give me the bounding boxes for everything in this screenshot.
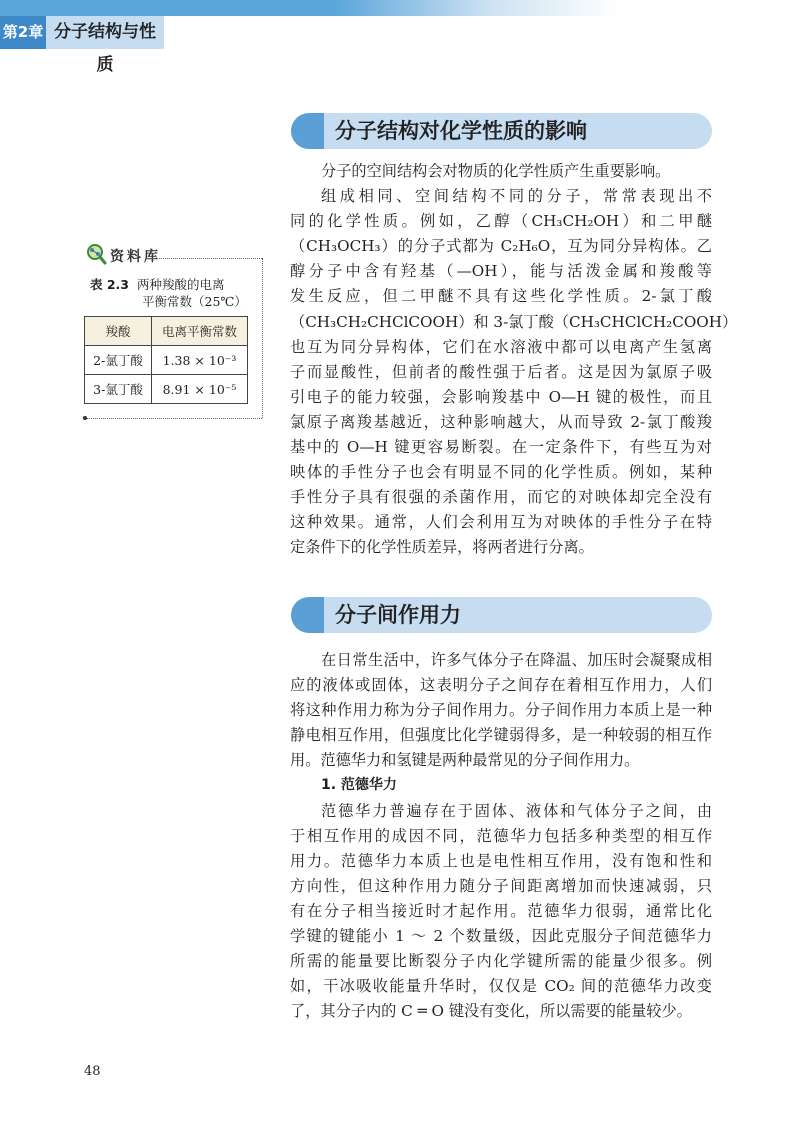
ionization-constant-table — [84, 316, 248, 404]
section2-body — [290, 648, 712, 1024]
text-line: 应的液体或固体，这表明分子之间存在着相互作用力，人们 — [290, 676, 712, 695]
text-line: 也互为同分异构体，它们在水溶液中都可以电离产生氢离 — [290, 337, 712, 356]
text-line: 子而显酸性，但前者的酸性强于后者。这是因为氯原子吸 — [290, 362, 712, 381]
table-cell: 8.91 × 10⁻⁵ — [152, 375, 248, 404]
text-line: 引电子的能力较强，会影响羧基中 O—H 键的极性，而且 — [290, 387, 712, 406]
text-line: 用。范德华力和氢键是两种最常见的分子间作用力。 — [290, 751, 640, 770]
table-row — [85, 346, 248, 375]
text-line: 分子的空间结构会对物质的化学性质产生重要影响。 — [321, 162, 671, 180]
sidebar-title: 资料库 — [110, 249, 161, 265]
chapter-title: 分子结构与性质 — [46, 16, 164, 49]
text-line: 所需的能量要比断裂分子内化学键所需的能量少很多。例 — [290, 952, 712, 971]
section1-body — [290, 159, 738, 561]
text-line: 如，干冰吸收能量升华时，仅仅是 CO₂ 间的范德华力改变 — [290, 977, 712, 996]
heading-accent — [291, 597, 324, 633]
text-line: 静电相互作用，但强度比化学键弱得多，是一种较弱的相互作 — [290, 726, 712, 745]
text-line: 方向性，但这种作用力随分子间距离增加而快速减弱，只 — [290, 876, 712, 895]
text-line: 手性分子具有很强的杀菌作用，而它的对映体却完全没有 — [290, 488, 712, 507]
sidebar-corner-dot — [83, 416, 87, 420]
table-caption-line1: 两种羧酸的电离 — [137, 277, 225, 292]
text-line: 发生反应，但二甲醚不具有这些化学性质。2-氯丁酸 — [290, 287, 712, 306]
section-title: 分子间作用力 — [335, 603, 461, 627]
text-line: 于相互作用的成因不同，范德华力包括多种类型的相互作 — [290, 826, 712, 845]
text-line: 氯原子离羧基越近，这种影响越大，从而导致 2-氯丁酸羧 — [290, 412, 712, 431]
table-cell: 3-氯丁酸 — [85, 375, 152, 404]
section-heading — [291, 597, 712, 633]
subheading: 1. 范德华力 — [321, 777, 397, 794]
table-cell: 2-氯丁酸 — [85, 346, 152, 375]
section-title: 分子结构对化学性质的影响 — [335, 119, 587, 143]
table-header-row — [85, 317, 248, 346]
text-line: （CH₃CH₂CHClCOOH）和 3-氯丁酸（CH₃CHClCH₂COOH） — [290, 312, 738, 331]
text-line: 基中的 O—H 键更容易断裂。在一定条件下，有些互为对 — [290, 438, 712, 457]
table-row — [85, 375, 248, 404]
sidebar-border-bottom — [86, 418, 262, 419]
text-line: 同的化学性质。例如，乙醇（CH₃CH₂OH）和二甲醚 — [290, 212, 712, 231]
section-heading — [291, 113, 712, 149]
table-caption — [90, 276, 247, 310]
text-line: 醇分子中含有羟基（—OH），能与活泼金属和羧酸等 — [290, 262, 712, 281]
table-cell: 1.38 × 10⁻³ — [152, 346, 248, 375]
text-line: 将这种作用力称为分子间作用力。分子间作用力本质上是一种 — [290, 701, 712, 720]
column-header: 羧酸 — [85, 317, 152, 346]
text-line: 这种效果。通常，人们会利用互为对映体的手性分子在特 — [290, 513, 712, 532]
text-line: 映体的手性分子也会有明显不同的化学性质。例如，某种 — [290, 463, 712, 482]
table-caption-line2: 平衡常数（25℃） — [142, 294, 247, 309]
heading-accent — [291, 113, 324, 149]
text-line: 有在分子相当接近时才起作用。范德华力很弱，通常比化 — [290, 901, 712, 920]
text-line: 定条件下的化学性质差异，将两者进行分离。 — [290, 538, 594, 557]
magnifier-molecule-icon — [84, 243, 108, 265]
chapter-number: 第2章 — [0, 16, 46, 49]
column-header: 电离平衡常数 — [152, 317, 248, 346]
table-label: 表 2.3 — [90, 277, 129, 292]
page-number: 48 — [84, 1064, 101, 1079]
text-line: 了，其分子内的 C ═ O 键没有变化，所以需要的能量较少。 — [290, 1002, 692, 1021]
sidebar-border-right — [262, 258, 263, 418]
text-line: （CH₃OCH₃）的分子式都为 C₂H₆O，互为同分异构体。乙 — [290, 237, 712, 256]
text-line: 学键的键能小 1 ～ 2 个数量级，因此克服分子间范德华力 — [290, 927, 712, 946]
header-gradient-bar — [0, 0, 794, 16]
text-line: 组成相同、空间结构不同的分子，常常表现出不 — [321, 187, 712, 206]
text-line: 用力。范德华力本质上也是电性相互作用，没有饱和性和 — [290, 851, 712, 870]
text-line: 在日常生活中，许多气体分子在降温、加压时会凝聚成相 — [321, 651, 712, 669]
sidebar-border-top — [152, 258, 262, 259]
text-line: 范德华力普遍存在于固体、液体和气体分子之间，由 — [321, 801, 712, 820]
